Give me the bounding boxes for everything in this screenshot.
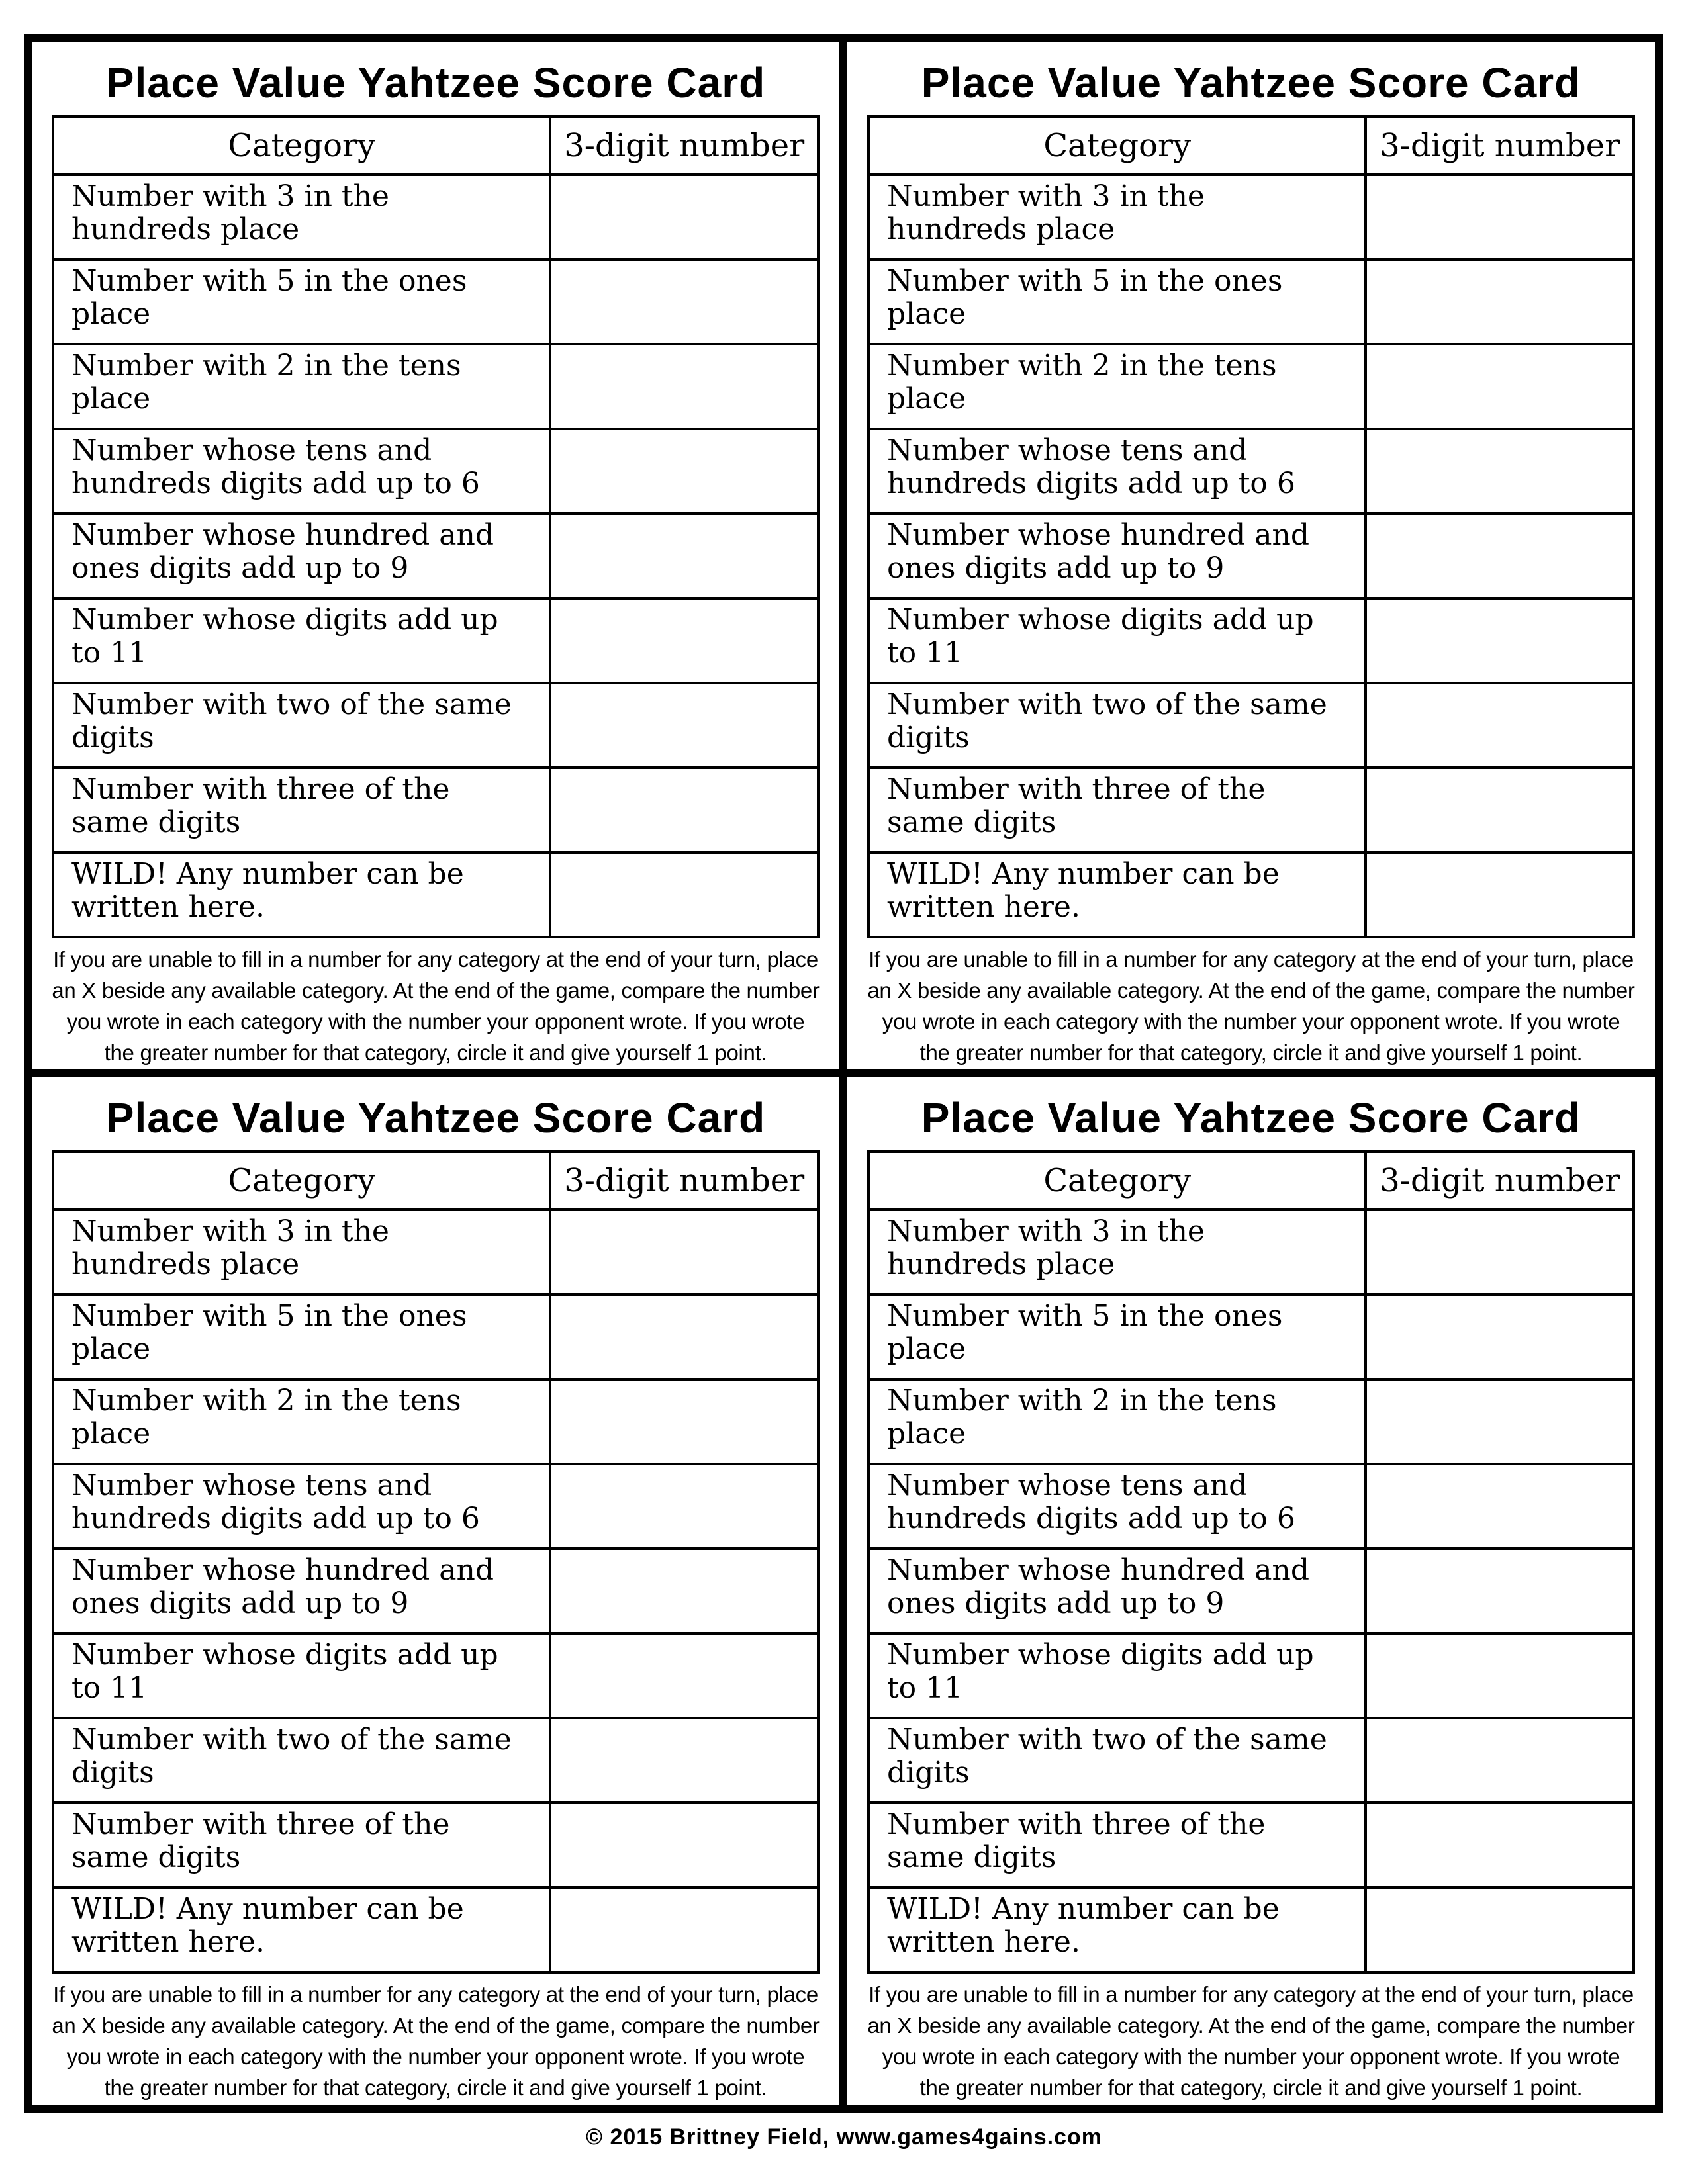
number-entry-cell[interactable]	[1366, 852, 1634, 937]
card-title: Place Value Yahtzee Score Card	[921, 59, 1581, 107]
table-row	[868, 683, 1634, 768]
instructions-text: If you are unable to fill in a number for any category at the end of your turn, place an X beside any available category. At the end of the game, compare the number you wrote in each category with the number your opponent wrote. If you wrote the greater number for that category, circle it and give yourself 1 point.	[867, 947, 1635, 1065]
category-label: Number with 5 in the ones place	[53, 1295, 550, 1379]
score-card	[847, 1077, 1655, 2105]
category-label: Number with 5 in the ones place	[868, 1295, 1366, 1379]
category-label: WILD! Any number can be written here.	[53, 852, 550, 937]
category-label: Number with two of the same digits	[868, 683, 1366, 768]
number-entry-cell[interactable]	[1366, 683, 1634, 768]
category-label: Number with 5 in the ones place	[868, 259, 1366, 344]
number-entry-cell[interactable]	[550, 514, 818, 598]
table-header-row	[53, 1152, 818, 1210]
number-entry-cell[interactable]	[1366, 768, 1634, 852]
table-row	[868, 175, 1634, 259]
copyright-footer: © 2015 Brittney Field, www.games4gains.com	[585, 2124, 1103, 2150]
table-row	[53, 429, 818, 514]
number-entry-cell[interactable]	[1366, 429, 1634, 514]
category-label: Number whose digits add up to 11	[868, 1633, 1366, 1718]
number-entry-cell[interactable]	[550, 1549, 818, 1633]
category-label: Number whose digits add up to 11	[868, 598, 1366, 683]
table-row	[868, 1210, 1634, 1295]
score-card	[32, 1077, 839, 2105]
instructions-text: If you are unable to fill in a number for any category at the end of your turn, place an X beside any available category. At the end of the game, compare the number you wrote in each category with the number your opponent wrote. If you wrote the greater number for that category, circle it and give yourself 1 point.	[867, 1982, 1635, 2100]
category-label: WILD! Any number can be written here.	[868, 1888, 1366, 1972]
table-row	[53, 598, 818, 683]
number-entry-cell[interactable]	[550, 1210, 818, 1295]
table-row	[53, 1464, 818, 1549]
category-label: Number with two of the same digits	[53, 683, 550, 768]
score-table	[867, 115, 1635, 938]
table-row	[53, 683, 818, 768]
table-row	[868, 598, 1634, 683]
number-entry-cell[interactable]	[1366, 344, 1634, 429]
category-label: Number whose tens and hundreds digits add up to 6	[53, 429, 550, 514]
instructions-text: If you are unable to fill in a number for any category at the end of your turn, place an X beside any available category. At the end of the game, compare the number you wrote in each category with the number your opponent wrote. If you wrote the greater number for that category, circle it and give yourself 1 point.	[52, 1982, 820, 2100]
table-row	[868, 1888, 1634, 1972]
category-label: Number with 3 in the hundreds place	[53, 175, 550, 259]
number-header: 3-digit number	[1366, 1152, 1634, 1210]
number-entry-cell[interactable]	[550, 344, 818, 429]
number-entry-cell[interactable]	[550, 1633, 818, 1718]
score-table	[867, 1150, 1635, 1974]
category-label: Number whose hundred and ones digits add up to 9	[53, 514, 550, 598]
table-row	[53, 1803, 818, 1888]
score-table	[52, 115, 820, 938]
table-row	[53, 1295, 818, 1379]
score-card	[32, 42, 839, 1069]
score-card	[847, 42, 1655, 1069]
category-label: Number whose hundred and ones digits add up to 9	[53, 1549, 550, 1633]
category-label: Number whose tens and hundreds digits add up to 6	[868, 1464, 1366, 1549]
table-row	[868, 1633, 1634, 1718]
category-label: Number with 3 in the hundreds place	[53, 1210, 550, 1295]
category-header: Category	[868, 116, 1366, 175]
category-label: Number with 3 in the hundreds place	[868, 175, 1366, 259]
table-row	[53, 1210, 818, 1295]
number-entry-cell[interactable]	[1366, 598, 1634, 683]
number-entry-cell[interactable]	[1366, 1718, 1634, 1803]
category-label: Number with two of the same digits	[53, 1718, 550, 1803]
category-header: Category	[53, 1152, 550, 1210]
category-label: Number with three of the same digits	[53, 768, 550, 852]
category-label: Number with three of the same digits	[868, 1803, 1366, 1888]
table-row	[868, 852, 1634, 937]
number-entry-cell[interactable]	[550, 598, 818, 683]
number-entry-cell[interactable]	[1366, 1633, 1634, 1718]
table-row	[868, 344, 1634, 429]
number-entry-cell[interactable]	[1366, 1210, 1634, 1295]
table-row	[53, 1549, 818, 1633]
category-label: Number whose hundred and ones digits add up to 9	[868, 1549, 1366, 1633]
number-entry-cell[interactable]	[550, 1379, 818, 1464]
category-label: Number with 5 in the ones place	[53, 259, 550, 344]
category-label: Number whose digits add up to 11	[53, 598, 550, 683]
table-row	[868, 1464, 1634, 1549]
card-title: Place Value Yahtzee Score Card	[105, 59, 766, 107]
category-label: Number with 2 in the tens place	[868, 344, 1366, 429]
number-entry-cell[interactable]	[550, 259, 818, 344]
table-header-row	[868, 116, 1634, 175]
number-entry-cell[interactable]	[550, 429, 818, 514]
card-title: Place Value Yahtzee Score Card	[105, 1094, 766, 1142]
table-row	[53, 175, 818, 259]
number-entry-cell[interactable]	[1366, 1295, 1634, 1379]
table-row	[868, 514, 1634, 598]
table-row	[868, 1379, 1634, 1464]
score-table	[52, 1150, 820, 1974]
number-entry-cell[interactable]	[1366, 1803, 1634, 1888]
number-entry-cell[interactable]	[1366, 1464, 1634, 1549]
number-entry-cell[interactable]	[1366, 1549, 1634, 1633]
table-row	[53, 259, 818, 344]
number-entry-cell[interactable]	[1366, 514, 1634, 598]
category-label: Number whose tens and hundreds digits add up to 6	[53, 1464, 550, 1549]
table-row	[868, 1549, 1634, 1633]
number-header: 3-digit number	[1366, 116, 1634, 175]
table-row	[53, 514, 818, 598]
table-row	[868, 1803, 1634, 1888]
table-row	[53, 852, 818, 937]
number-entry-cell[interactable]	[550, 1888, 818, 1972]
table-row	[868, 1295, 1634, 1379]
category-header: Category	[53, 116, 550, 175]
number-entry-cell[interactable]	[550, 1464, 818, 1549]
number-entry-cell[interactable]	[1366, 175, 1634, 259]
category-label: Number with 2 in the tens place	[53, 344, 550, 429]
category-label: Number whose digits add up to 11	[53, 1633, 550, 1718]
category-label: Number whose hundred and ones digits add up to 9	[868, 514, 1366, 598]
number-entry-cell[interactable]	[1366, 1888, 1634, 1972]
table-row	[53, 1379, 818, 1464]
table-header-row	[53, 116, 818, 175]
number-entry-cell[interactable]	[550, 1295, 818, 1379]
number-entry-cell[interactable]	[550, 768, 818, 852]
instructions-text: If you are unable to fill in a number for any category at the end of your turn, place an X beside any available category. At the end of the game, compare the number you wrote in each category with the number your opponent wrote. If you wrote the greater number for that category, circle it and give yourself 1 point.	[52, 947, 820, 1065]
category-label: Number whose tens and hundreds digits add up to 6	[868, 429, 1366, 514]
category-label: Number with 2 in the tens place	[868, 1379, 1366, 1464]
category-label: Number with two of the same digits	[868, 1718, 1366, 1803]
table-row	[53, 344, 818, 429]
table-header-row	[868, 1152, 1634, 1210]
number-entry-cell[interactable]	[550, 683, 818, 768]
table-row	[868, 768, 1634, 852]
score-card-sheet	[24, 34, 1663, 2113]
number-header: 3-digit number	[550, 116, 818, 175]
table-row	[53, 768, 818, 852]
table-row	[868, 1718, 1634, 1803]
number-entry-cell[interactable]	[550, 852, 818, 937]
category-label: WILD! Any number can be written here.	[868, 852, 1366, 937]
category-header: Category	[868, 1152, 1366, 1210]
table-row	[53, 1888, 818, 1972]
category-label: Number with 3 in the hundreds place	[868, 1210, 1366, 1295]
category-label: Number with three of the same digits	[53, 1803, 550, 1888]
number-entry-cell[interactable]	[1366, 1379, 1634, 1464]
table-row	[53, 1718, 818, 1803]
category-label: Number with three of the same digits	[868, 768, 1366, 852]
category-label: WILD! Any number can be written here.	[53, 1888, 550, 1972]
table-row	[868, 429, 1634, 514]
category-label: Number with 2 in the tens place	[53, 1379, 550, 1464]
number-entry-cell[interactable]	[1366, 259, 1634, 344]
number-header: 3-digit number	[550, 1152, 818, 1210]
number-entry-cell[interactable]	[550, 1803, 818, 1888]
number-entry-cell[interactable]	[550, 175, 818, 259]
number-entry-cell[interactable]	[550, 1718, 818, 1803]
table-row	[53, 1633, 818, 1718]
card-title: Place Value Yahtzee Score Card	[921, 1094, 1581, 1142]
table-row	[868, 259, 1634, 344]
